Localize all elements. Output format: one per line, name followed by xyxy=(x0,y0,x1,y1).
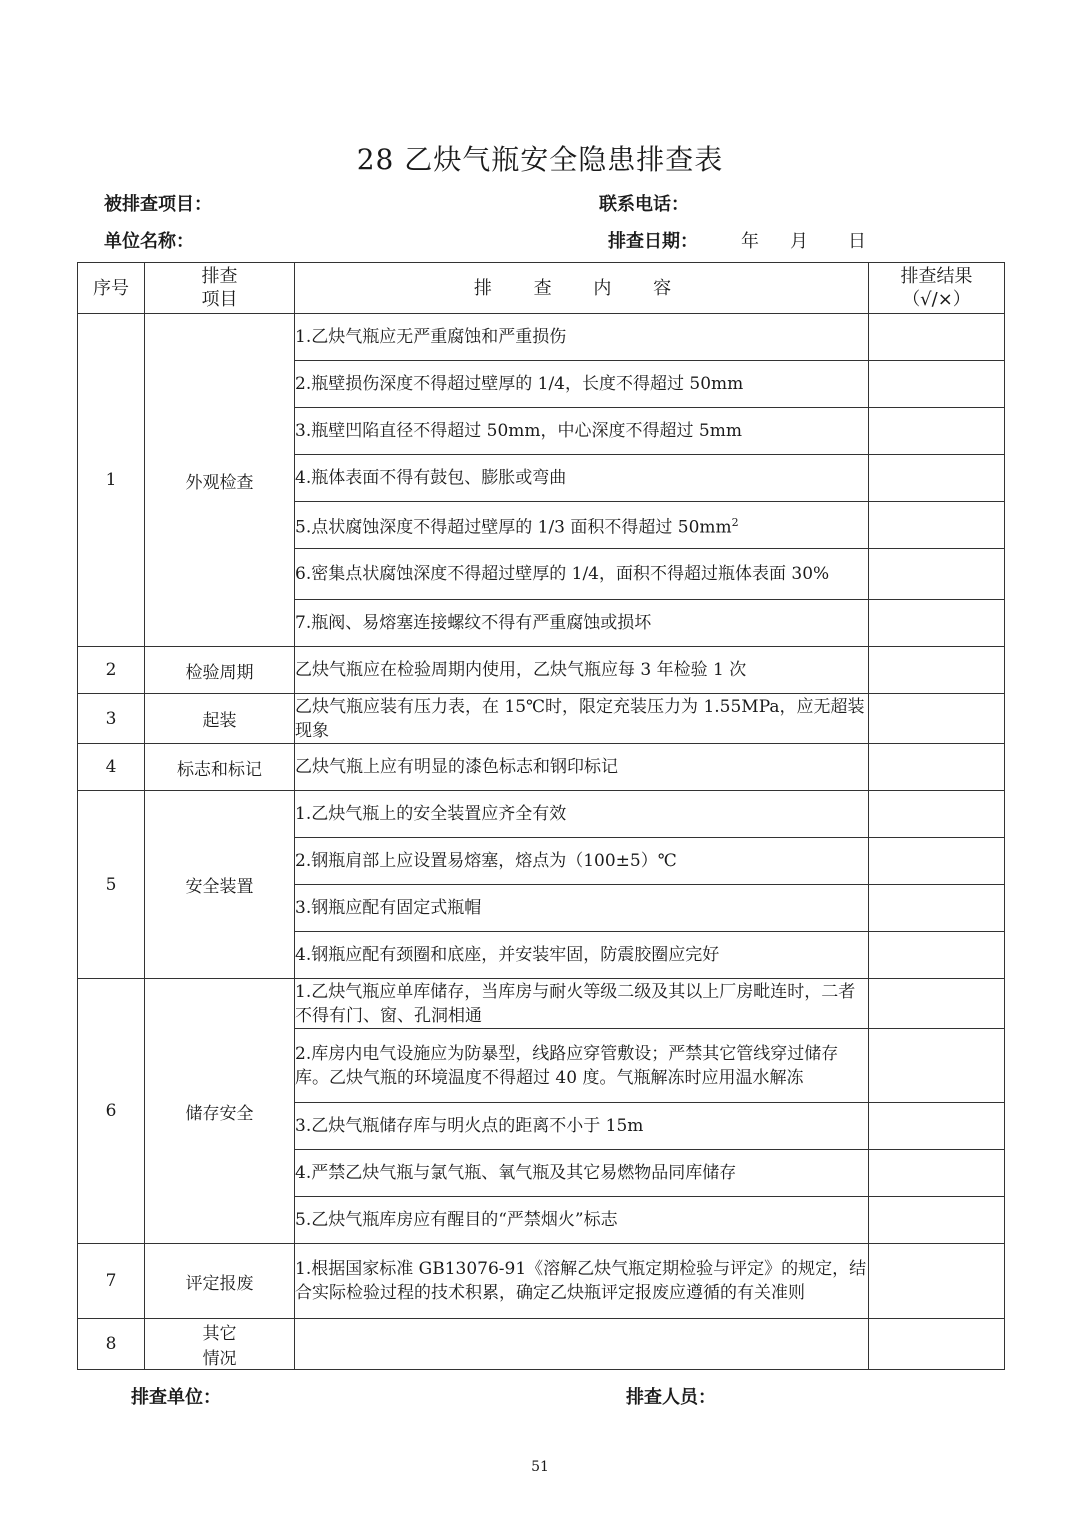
inspection-content: 4.瓶体表面不得有鼓包、膨胀或弯曲 xyxy=(295,455,869,502)
result-cell[interactable] xyxy=(869,979,1005,1029)
result-cell[interactable] xyxy=(869,932,1005,979)
inspection-content: 7.瓶阀、易熔塞连接螺纹不得有严重腐蚀或损坏 xyxy=(295,600,869,647)
check-date-fields xyxy=(741,227,866,253)
inspection-content: 4.严禁乙炔气瓶与氯气瓶、氧气瓶及其它易燃物品同库储存 xyxy=(295,1150,869,1197)
result-cell[interactable] xyxy=(869,502,1005,549)
inspection-item: 标志和标记 xyxy=(145,744,295,791)
header-item: 排查 项目 xyxy=(145,263,295,314)
table-row xyxy=(78,647,1005,694)
row-number: 4 xyxy=(78,744,145,791)
result-cell[interactable] xyxy=(869,885,1005,932)
result-cell[interactable] xyxy=(869,455,1005,502)
inspection-item: 其它 情况 xyxy=(145,1319,295,1370)
inspection-content: 6.密集点状腐蚀深度不得超过壁厚的 1/4，面积不得超过瓶体表面 30% xyxy=(295,549,869,600)
result-cell[interactable] xyxy=(869,549,1005,600)
result-cell[interactable] xyxy=(869,744,1005,791)
phone-label: 联系电话： xyxy=(599,194,689,215)
inspection-content: 3.钢瓶应配有固定式瓶帽 xyxy=(295,885,869,932)
result-cell[interactable] xyxy=(869,314,1005,361)
project-label: 被排查项目： xyxy=(104,194,212,215)
header-content: 排 查 内 容 xyxy=(295,263,869,314)
row-number: 5 xyxy=(78,791,145,979)
inspection-content: 2.钢瓶肩部上应设置易熔塞，熔点为（100±5）℃ xyxy=(295,838,869,885)
result-cell[interactable] xyxy=(869,1150,1005,1197)
inspection-item: 检验周期 xyxy=(145,647,295,694)
result-cell[interactable] xyxy=(869,1103,1005,1150)
inspection-item: 起装 xyxy=(145,694,295,744)
table-row xyxy=(78,694,1005,744)
inspection-content: 5.乙炔气瓶库房应有醒目的“严禁烟火”标志 xyxy=(295,1197,869,1244)
footer-unit-label: 排查单位： xyxy=(131,1387,221,1408)
date-year: 年 xyxy=(741,231,759,252)
inspection-content: 3.乙炔气瓶储存库与明火点的距离不小于 15m xyxy=(295,1103,869,1150)
inspection-content: 1.乙炔气瓶上的安全装置应齐全有效 xyxy=(295,791,869,838)
header-result: 排查结果 （√/×） xyxy=(869,263,1005,314)
inspection-content xyxy=(295,1319,869,1370)
unit-name-label: 单位名称： xyxy=(104,231,194,252)
table-row xyxy=(78,1319,1005,1370)
result-cell[interactable] xyxy=(869,361,1005,408)
result-cell[interactable] xyxy=(869,600,1005,647)
inspection-content: 5.点状腐蚀深度不得超过壁厚的 1/3 面积不得超过 $50mm^2$ xyxy=(295,502,869,549)
inspection-content: 乙炔气瓶应装有压力表，在 15℃时，限定充装压力为 1.55MPa，应无超装现象 xyxy=(295,694,869,744)
table-row xyxy=(78,791,1005,838)
superscript: 2 xyxy=(731,515,739,529)
page-number: 51 xyxy=(531,1459,549,1475)
inspection-item: 评定报废 xyxy=(145,1244,295,1319)
result-cell[interactable] xyxy=(869,408,1005,455)
row-number: 2 xyxy=(78,647,145,694)
page-title: 28 乙炔气瓶安全隐患排查表 xyxy=(356,143,724,176)
inspection-content: 1.乙炔气瓶应无严重腐蚀和严重损伤 xyxy=(295,314,869,361)
result-cell[interactable] xyxy=(869,694,1005,744)
row-number: 7 xyxy=(78,1244,145,1319)
footer-person-label: 排查人员： xyxy=(626,1387,716,1408)
inspection-content: 1.乙炔气瓶应单库储存，当库房与耐火等级二级及其以上厂房毗连时，二者不得有门、窗、孔洞相通 xyxy=(295,979,869,1029)
inspection-content: 2.库房内电气设施应为防暴型，线路应穿管敷设；严禁其它管线穿过储存库。乙炔气瓶的环境温度不得超过 40 度。气瓶解冻时应用温水解冻 xyxy=(295,1029,869,1103)
inspection-item: 安全装置 xyxy=(145,791,295,979)
row-number: 3 xyxy=(78,694,145,744)
table-row xyxy=(78,979,1005,1029)
result-cell[interactable] xyxy=(869,1029,1005,1103)
date-day: 日 xyxy=(848,231,866,252)
inspection-content: 乙炔气瓶上应有明显的漆色标志和钢印标记 xyxy=(295,744,869,791)
result-cell[interactable] xyxy=(869,1244,1005,1319)
inspection-item: 储存安全 xyxy=(145,979,295,1244)
result-cell[interactable] xyxy=(869,1319,1005,1370)
inspection-content: 4.钢瓶应配有颈圈和底座，并安装牢固，防震胶圈应完好 xyxy=(295,932,869,979)
check-date-label: 排查日期： xyxy=(608,231,698,252)
table-row xyxy=(78,1244,1005,1319)
table-row xyxy=(78,744,1005,791)
inspection-content: 乙炔气瓶应在检验周期内使用，乙炔气瓶应每 3 年检验 1 次 xyxy=(295,647,869,694)
result-cell[interactable] xyxy=(869,791,1005,838)
result-cell[interactable] xyxy=(869,647,1005,694)
table-header-row xyxy=(78,263,1005,314)
table-row xyxy=(78,314,1005,361)
row-number: 1 xyxy=(78,314,145,647)
inspection-table xyxy=(77,262,1005,1370)
date-month: 月 xyxy=(790,231,808,252)
inspection-item: 外观检查 xyxy=(145,314,295,647)
header-no: 序号 xyxy=(78,263,145,314)
result-cell[interactable] xyxy=(869,1197,1005,1244)
row-number: 6 xyxy=(78,979,145,1244)
result-cell[interactable] xyxy=(869,838,1005,885)
inspection-content: 3.瓶壁凹陷直径不得超过 50mm，中心深度不得超过 5mm xyxy=(295,408,869,455)
inspection-content: 1.根据国家标准 GB13076-91《溶解乙炔气瓶定期检验与评定》的规定，结合实际检验过程的技术积累，确定乙炔瓶评定报废应遵循的有关准则 xyxy=(295,1244,869,1319)
inspection-content: 2.瓶壁损伤深度不得超过壁厚的 1/4，长度不得超过 50mm xyxy=(295,361,869,408)
row-number: 8 xyxy=(78,1319,145,1370)
